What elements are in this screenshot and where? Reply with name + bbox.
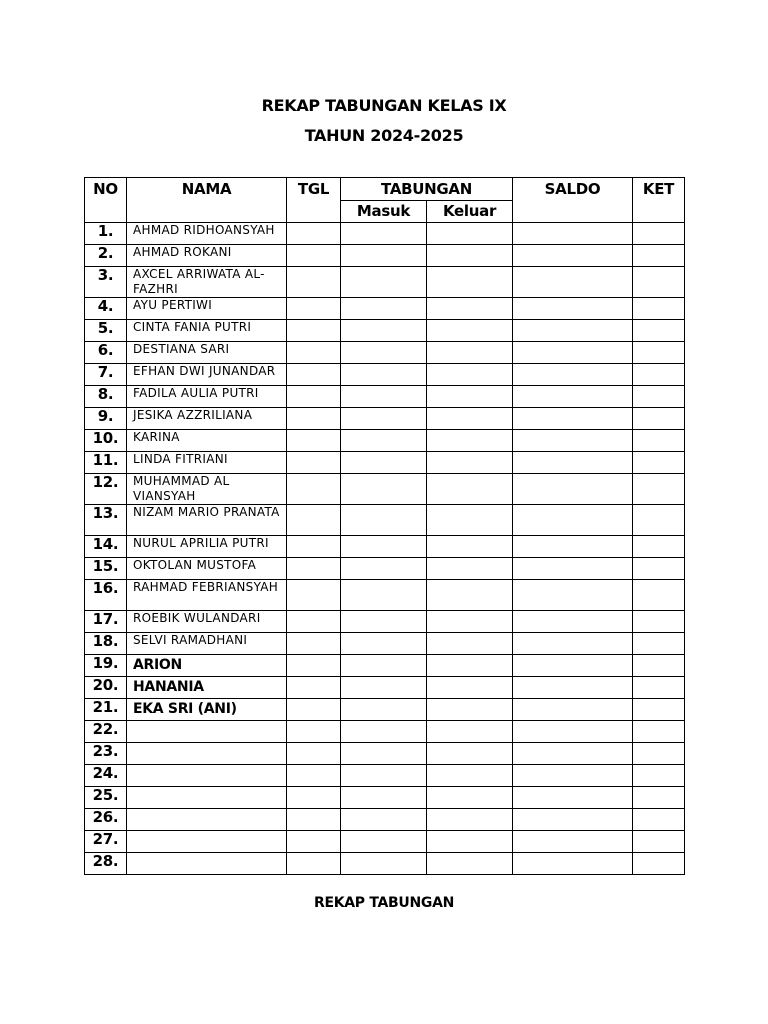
student-name: DESTIANA SARI	[127, 342, 287, 364]
cell-ket	[633, 364, 685, 386]
table-row	[85, 505, 685, 536]
student-name: AXCEL ARRIWATA AL-FAZHRI	[127, 267, 287, 298]
cell-ket	[633, 505, 685, 536]
row-number: 10.	[85, 430, 127, 452]
cell-masuk	[341, 787, 427, 809]
cell-tgl	[287, 474, 341, 505]
cell-tgl	[287, 364, 341, 386]
table-row	[85, 474, 685, 505]
row-number: 1.	[85, 223, 127, 245]
student-name: AHMAD RIDHOANSYAH	[127, 223, 287, 245]
cell-masuk	[341, 655, 427, 677]
cell-keluar	[427, 633, 513, 655]
cell-masuk	[341, 580, 427, 611]
table-row	[85, 580, 685, 611]
cell-saldo	[513, 364, 633, 386]
table-row	[85, 831, 685, 853]
student-name: ARION	[127, 655, 287, 677]
table-row	[85, 677, 685, 699]
cell-ket	[633, 765, 685, 787]
cell-ket	[633, 452, 685, 474]
cell-tgl	[287, 809, 341, 831]
cell-masuk	[341, 765, 427, 787]
cell-masuk	[341, 320, 427, 342]
table-row	[85, 721, 685, 743]
student-name: AHMAD ROKANI	[127, 245, 287, 267]
student-name: OKTOLAN MUSTOFA	[127, 558, 287, 580]
cell-tgl	[287, 223, 341, 245]
table-row	[85, 853, 685, 875]
cell-saldo	[513, 536, 633, 558]
table-row	[85, 245, 685, 267]
student-name: HANANIA	[127, 677, 287, 699]
cell-saldo	[513, 743, 633, 765]
student-name	[127, 743, 287, 765]
cell-keluar	[427, 474, 513, 505]
cell-keluar	[427, 386, 513, 408]
cell-ket	[633, 558, 685, 580]
row-number: 21.	[85, 699, 127, 721]
header-no: NO	[85, 178, 127, 223]
student-name: NIZAM MARIO PRANATA	[127, 505, 287, 536]
table-row	[85, 655, 685, 677]
student-name: NURUL APRILIA PUTRI	[127, 536, 287, 558]
cell-tgl	[287, 699, 341, 721]
cell-tgl	[287, 580, 341, 611]
cell-keluar	[427, 699, 513, 721]
table-row	[85, 386, 685, 408]
row-number: 9.	[85, 408, 127, 430]
cell-keluar	[427, 505, 513, 536]
cell-masuk	[341, 452, 427, 474]
cell-ket	[633, 430, 685, 452]
cell-tgl	[287, 677, 341, 699]
row-number: 12.	[85, 474, 127, 505]
row-number: 16.	[85, 580, 127, 611]
cell-keluar	[427, 536, 513, 558]
student-name: CINTA FANIA PUTRI	[127, 320, 287, 342]
cell-keluar	[427, 831, 513, 853]
cell-saldo	[513, 558, 633, 580]
cell-saldo	[513, 408, 633, 430]
cell-saldo	[513, 633, 633, 655]
student-name	[127, 765, 287, 787]
cell-keluar	[427, 611, 513, 633]
cell-tgl	[287, 787, 341, 809]
cell-masuk	[341, 245, 427, 267]
header-masuk: Masuk	[341, 201, 427, 223]
row-number: 25.	[85, 787, 127, 809]
cell-masuk	[341, 809, 427, 831]
student-name	[127, 809, 287, 831]
cell-masuk	[341, 267, 427, 298]
table-row	[85, 320, 685, 342]
row-number: 27.	[85, 831, 127, 853]
cell-saldo	[513, 320, 633, 342]
cell-tgl	[287, 245, 341, 267]
cell-tgl	[287, 267, 341, 298]
cell-tgl	[287, 452, 341, 474]
row-number: 26.	[85, 809, 127, 831]
cell-masuk	[341, 677, 427, 699]
header-ket: KET	[633, 178, 685, 223]
cell-masuk	[341, 298, 427, 320]
footer-text: REKAP TABUNGAN	[313, 895, 455, 911]
cell-saldo	[513, 223, 633, 245]
student-name: AYU PERTIWI	[127, 298, 287, 320]
student-name: EFHAN DWI JUNANDAR	[127, 364, 287, 386]
cell-masuk	[341, 853, 427, 875]
header-nama: NAMA	[127, 178, 287, 223]
header-tgl: TGL	[287, 178, 341, 223]
cell-masuk	[341, 386, 427, 408]
cell-ket	[633, 267, 685, 298]
table-row	[85, 223, 685, 245]
cell-keluar	[427, 809, 513, 831]
cell-keluar	[427, 721, 513, 743]
table-row	[85, 342, 685, 364]
cell-tgl	[287, 505, 341, 536]
table-row	[85, 452, 685, 474]
table-row	[85, 787, 685, 809]
student-name: FADILA AULIA PUTRI	[127, 386, 287, 408]
cell-masuk	[341, 633, 427, 655]
cell-ket	[633, 655, 685, 677]
cell-tgl	[287, 721, 341, 743]
cell-saldo	[513, 298, 633, 320]
cell-tgl	[287, 320, 341, 342]
row-number: 28.	[85, 853, 127, 875]
cell-tgl	[287, 765, 341, 787]
cell-masuk	[341, 831, 427, 853]
cell-masuk	[341, 611, 427, 633]
cell-ket	[633, 677, 685, 699]
cell-keluar	[427, 787, 513, 809]
cell-saldo	[513, 677, 633, 699]
cell-keluar	[427, 580, 513, 611]
page-title: REKAP TABUNGAN KELAS IX	[261, 96, 507, 115]
row-number: 24.	[85, 765, 127, 787]
student-name: SELVI RAMADHANI	[127, 633, 287, 655]
cell-tgl	[287, 831, 341, 853]
cell-ket	[633, 633, 685, 655]
cell-saldo	[513, 452, 633, 474]
cell-keluar	[427, 267, 513, 298]
table-row	[85, 430, 685, 452]
cell-tgl	[287, 536, 341, 558]
cell-keluar	[427, 853, 513, 875]
row-number: 15.	[85, 558, 127, 580]
cell-ket	[633, 699, 685, 721]
cell-keluar	[427, 655, 513, 677]
cell-masuk	[341, 223, 427, 245]
cell-ket	[633, 408, 685, 430]
cell-saldo	[513, 655, 633, 677]
table-row	[85, 809, 685, 831]
cell-tgl	[287, 298, 341, 320]
cell-saldo	[513, 853, 633, 875]
cell-keluar	[427, 677, 513, 699]
cell-ket	[633, 474, 685, 505]
student-name: JESIKA AZZRILIANA	[127, 408, 287, 430]
cell-saldo	[513, 386, 633, 408]
cell-keluar	[427, 452, 513, 474]
cell-saldo	[513, 580, 633, 611]
header-tabungan: TABUNGAN	[341, 178, 513, 201]
row-number: 18.	[85, 633, 127, 655]
cell-ket	[633, 853, 685, 875]
cell-masuk	[341, 558, 427, 580]
cell-masuk	[341, 743, 427, 765]
row-number: 22.	[85, 721, 127, 743]
cell-ket	[633, 320, 685, 342]
table-row	[85, 765, 685, 787]
row-number: 5.	[85, 320, 127, 342]
cell-masuk	[341, 408, 427, 430]
student-name: ROEBIK WULANDARI	[127, 611, 287, 633]
cell-saldo	[513, 474, 633, 505]
row-number: 13.	[85, 505, 127, 536]
cell-saldo	[513, 721, 633, 743]
table-row	[85, 611, 685, 633]
cell-saldo	[513, 245, 633, 267]
cell-masuk	[341, 721, 427, 743]
student-name	[127, 853, 287, 875]
row-number: 19.	[85, 655, 127, 677]
cell-saldo	[513, 267, 633, 298]
cell-keluar	[427, 408, 513, 430]
table-row	[85, 364, 685, 386]
savings-table	[84, 177, 685, 875]
student-name	[127, 721, 287, 743]
row-number: 3.	[85, 267, 127, 298]
cell-ket	[633, 386, 685, 408]
cell-tgl	[287, 611, 341, 633]
cell-tgl	[287, 408, 341, 430]
row-number: 4.	[85, 298, 127, 320]
table-body	[85, 223, 685, 875]
cell-keluar	[427, 223, 513, 245]
cell-keluar	[427, 342, 513, 364]
cell-saldo	[513, 611, 633, 633]
cell-masuk	[341, 342, 427, 364]
cell-ket	[633, 223, 685, 245]
cell-saldo	[513, 809, 633, 831]
row-number: 20.	[85, 677, 127, 699]
table-row	[85, 699, 685, 721]
row-number: 8.	[85, 386, 127, 408]
cell-saldo	[513, 699, 633, 721]
cell-tgl	[287, 853, 341, 875]
cell-ket	[633, 831, 685, 853]
cell-keluar	[427, 558, 513, 580]
row-number: 11.	[85, 452, 127, 474]
row-number: 23.	[85, 743, 127, 765]
row-number: 6.	[85, 342, 127, 364]
cell-ket	[633, 298, 685, 320]
student-name: MUHAMMAD AL VIANSYAH	[127, 474, 287, 505]
cell-tgl	[287, 342, 341, 364]
table-row	[85, 408, 685, 430]
student-name: EKA SRI (ANI)	[127, 699, 287, 721]
cell-ket	[633, 721, 685, 743]
cell-ket	[633, 743, 685, 765]
cell-keluar	[427, 298, 513, 320]
cell-ket	[633, 342, 685, 364]
cell-tgl	[287, 558, 341, 580]
cell-ket	[633, 245, 685, 267]
cell-masuk	[341, 699, 427, 721]
cell-masuk	[341, 364, 427, 386]
cell-saldo	[513, 787, 633, 809]
cell-ket	[633, 611, 685, 633]
row-number: 7.	[85, 364, 127, 386]
table-row	[85, 633, 685, 655]
cell-keluar	[427, 430, 513, 452]
row-number: 17.	[85, 611, 127, 633]
student-name	[127, 787, 287, 809]
cell-keluar	[427, 765, 513, 787]
cell-ket	[633, 809, 685, 831]
student-name: KARINA	[127, 430, 287, 452]
cell-keluar	[427, 743, 513, 765]
cell-saldo	[513, 342, 633, 364]
cell-ket	[633, 580, 685, 611]
header-saldo: SALDO	[513, 178, 633, 223]
cell-tgl	[287, 386, 341, 408]
cell-tgl	[287, 633, 341, 655]
header-keluar: Keluar	[427, 201, 513, 223]
student-name: RAHMAD FEBRIANSYAH	[127, 580, 287, 611]
cell-keluar	[427, 364, 513, 386]
student-name	[127, 831, 287, 853]
cell-saldo	[513, 831, 633, 853]
table-row	[85, 267, 685, 298]
cell-saldo	[513, 505, 633, 536]
table-row	[85, 298, 685, 320]
cell-keluar	[427, 245, 513, 267]
cell-masuk	[341, 430, 427, 452]
table-row	[85, 743, 685, 765]
student-name: LINDA FITRIANI	[127, 452, 287, 474]
cell-tgl	[287, 743, 341, 765]
table-row	[85, 558, 685, 580]
cell-ket	[633, 787, 685, 809]
row-number: 2.	[85, 245, 127, 267]
cell-saldo	[513, 430, 633, 452]
table-row	[85, 536, 685, 558]
cell-saldo	[513, 765, 633, 787]
cell-tgl	[287, 655, 341, 677]
table-header-row	[85, 178, 685, 201]
cell-masuk	[341, 474, 427, 505]
cell-masuk	[341, 505, 427, 536]
cell-ket	[633, 536, 685, 558]
cell-keluar	[427, 320, 513, 342]
page-subtitle: TAHUN 2024-2025	[304, 126, 464, 145]
cell-masuk	[341, 536, 427, 558]
row-number: 14.	[85, 536, 127, 558]
cell-tgl	[287, 430, 341, 452]
